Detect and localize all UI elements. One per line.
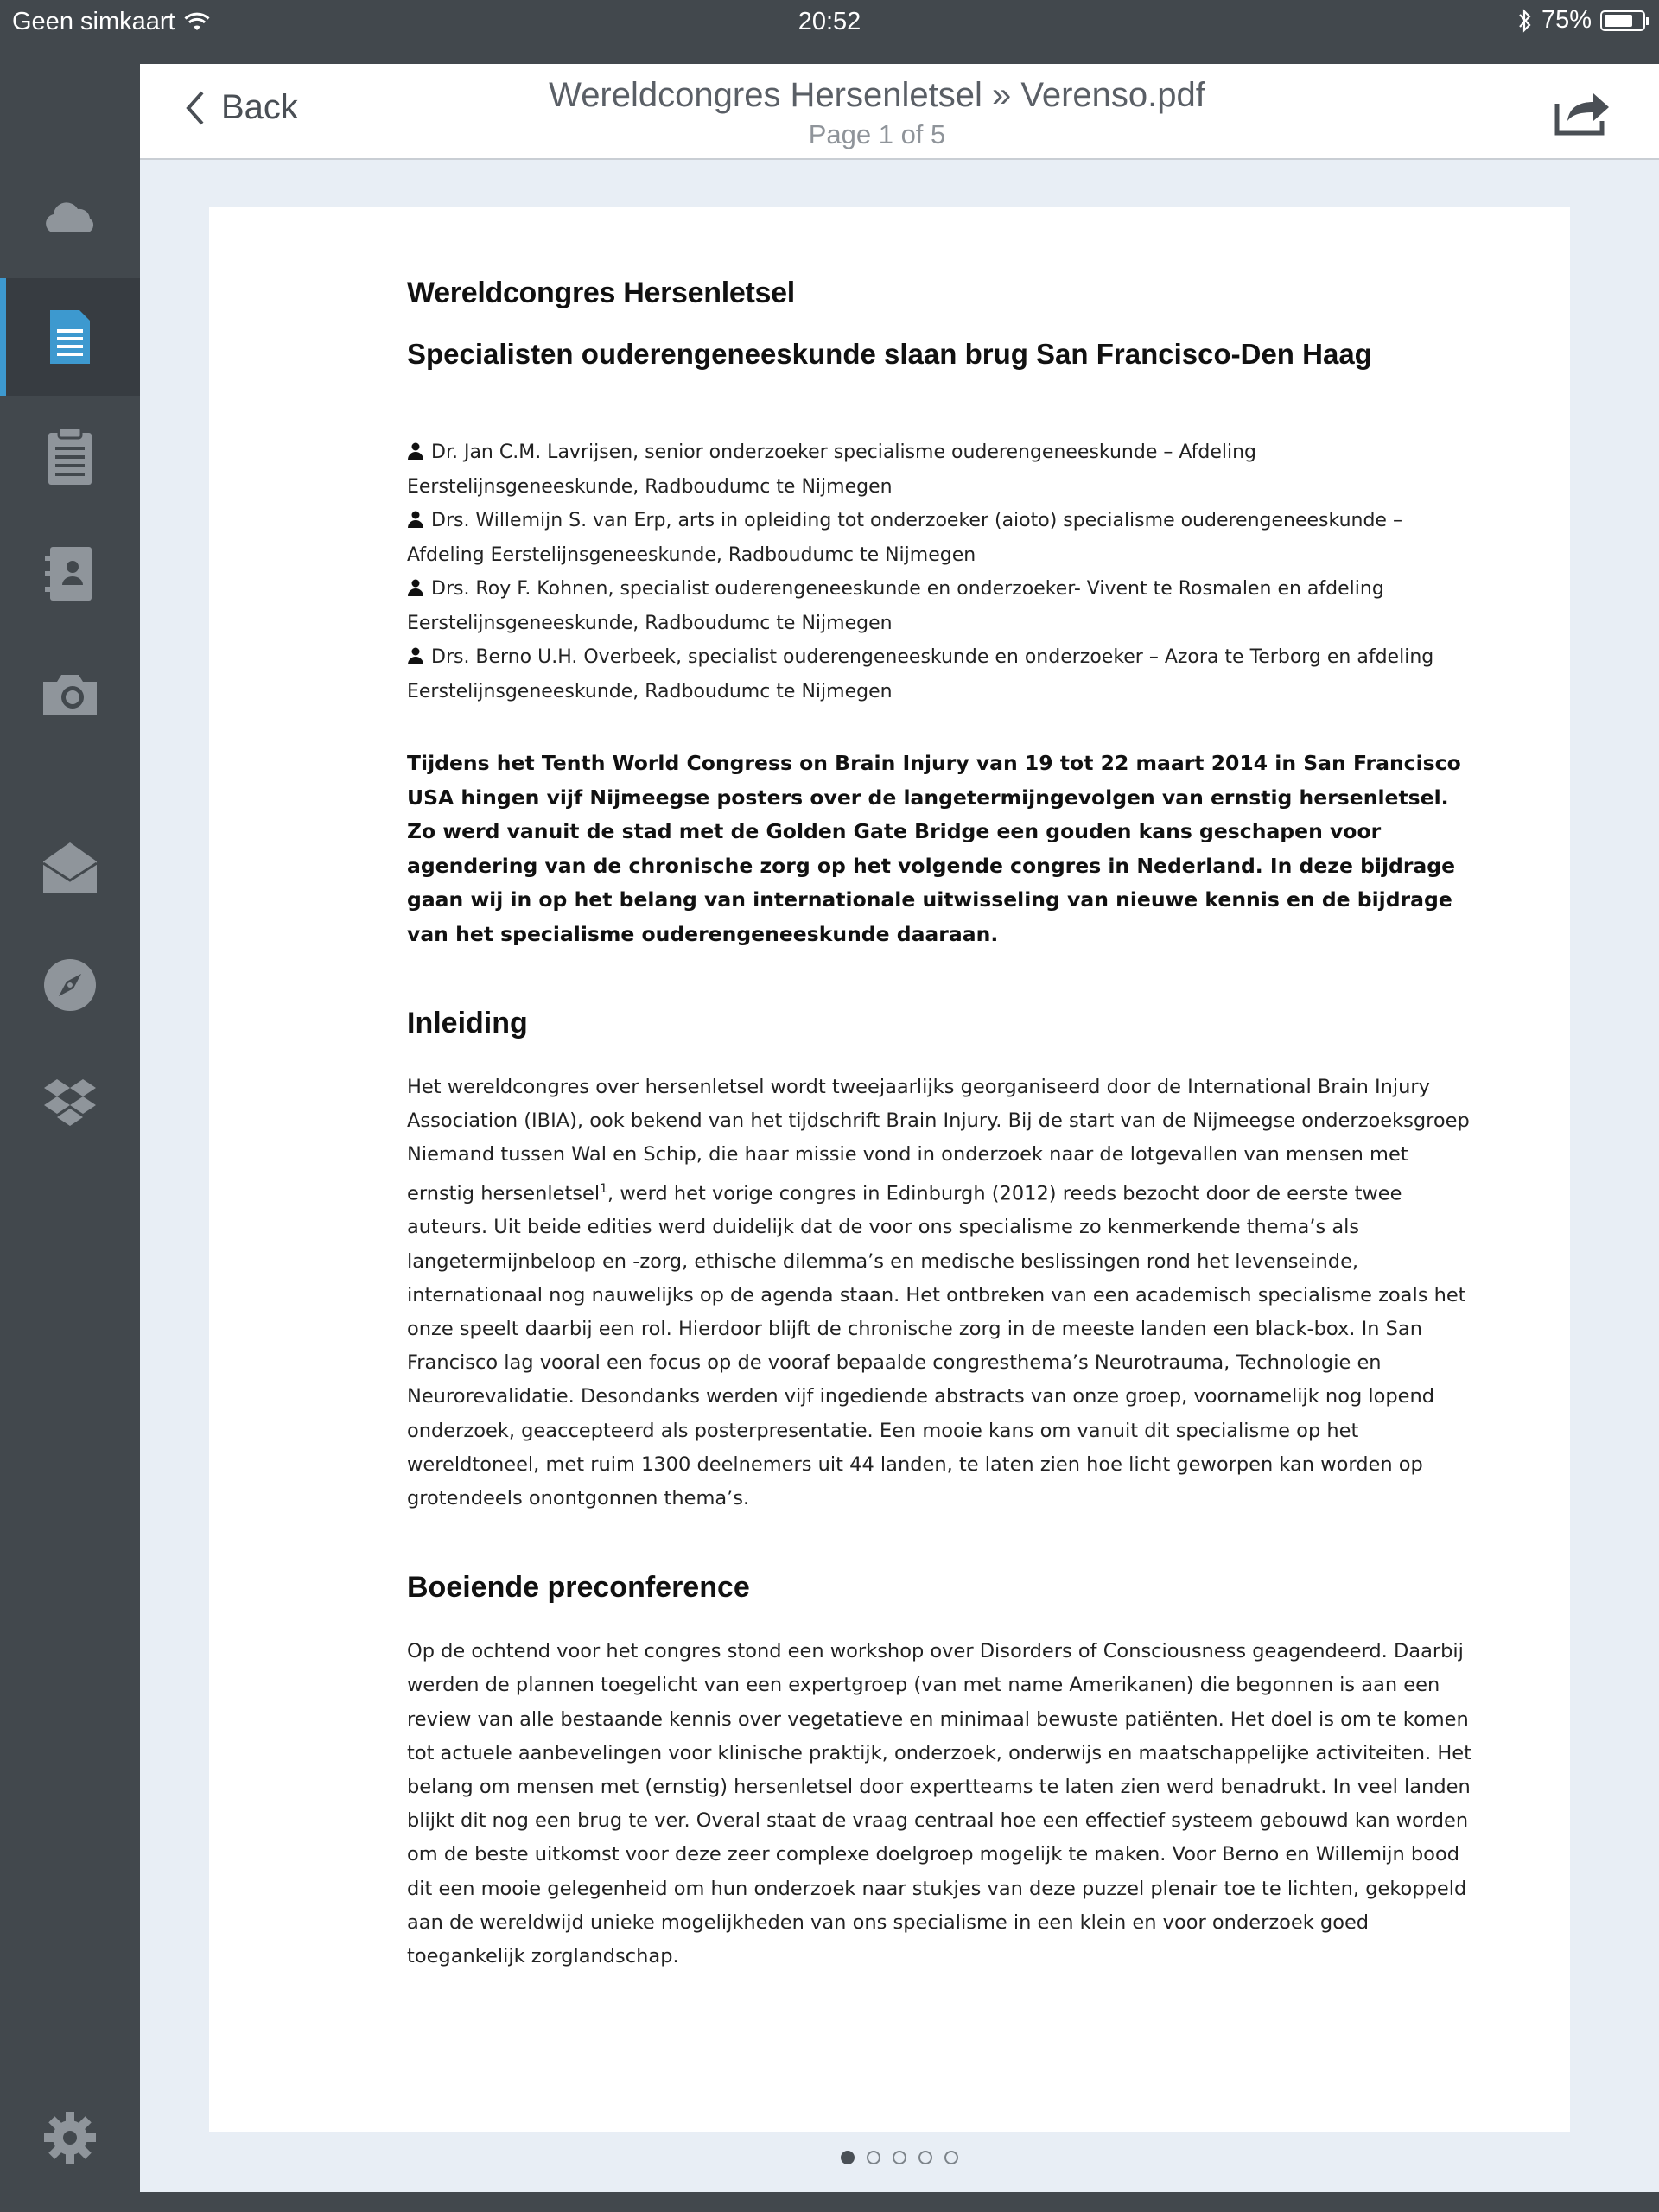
author-item [407, 572, 1478, 640]
sidebar-item-documents[interactable] [0, 278, 140, 396]
article-subtitle: Specialisten ouderengeneeskunde slaan brug San Francisco-Den Haag [407, 338, 1372, 370]
page-indicator: Page 1 of 5 [808, 119, 946, 149]
camera-icon [40, 663, 100, 723]
body-text-part: , werd het vorige congres in Edinburgh (2012) reeds bezocht door de eerste twee auteurs. Uit beide edities werd duidelijk dat de voor ons specialisme zo kenmerkende thema’s als langetermijnbeloop en -zorg, ethische dilemma’s en medische beslissingen rond het levenseinde, internationaal nog nauwelijks op de agenda staan. Het ontbreken van een academisch specialisme zoals het onze speelt daarbij een rol. Hierdoor blijft de chronische zorg in de meeste landen een black-box. In San Francisco lag vooral een focus op de vooraf bepaalde congresthema’s Neurotrauma, Technologie en Neurorevalidatie. Desondanks werden vijf ingediende abstracts van onze groep, voornamelijk nog lopend onderzoek, geaccepteerd als posterpresentatie. Een mooie kans om vanuit dit specialisme op het wereldtoneel, met ruim 1300 deelnemers uit 44 landen, te laten zien hoe licht geworpen kan worden op grotendeels onontgonnen thema’s. [407, 1182, 1466, 1510]
article-lead: Tijdens het Tenth World Congress on Brain Injury van 19 tot 22 maart 2014 in San Francisco USA hingen vijf Nijmeegse posters over de langetermijngevolgen van ernstig hersenletsel. Zo werd vanuit de stad met de Golden Gate Bridge een gouden kans geschapen voor agendering van de chronische zorg op het volgende congres in Nederland. In deze bijdrage gaan wij in op het belang van internationale uitwisseling van nieuwe kennis en de bijdrage van het specialisme ouderengeneeskunde daaraan. [407, 751, 1461, 946]
sidebar-item-dropbox[interactable] [0, 1044, 140, 1161]
author-text: Drs. Willemijn S. van Erp, arts in opleiding tot onderzoeker (aioto) specialisme ouderengeneeskunde – Afdeling Eerstelijnsgeneeskunde, Radboudumc te Nijmegen [407, 510, 1402, 566]
section-heading-preconference: Boeiende preconference [407, 1571, 750, 1605]
page-dot[interactable] [867, 2151, 880, 2164]
sidebar-item-browser[interactable] [0, 926, 140, 1044]
share-icon[interactable] [1554, 88, 1612, 137]
navigation-bar [140, 64, 1659, 160]
cloud-icon [40, 188, 100, 248]
person-icon [407, 511, 424, 528]
footnote-marker[interactable]: 1 [600, 1181, 608, 1196]
sidebar-item-settings[interactable] [0, 2079, 140, 2196]
compass-icon [40, 955, 100, 1015]
document-icon [40, 307, 100, 367]
sidebar-item-camera[interactable] [0, 634, 140, 752]
clock: 20:52 [798, 8, 861, 35]
sidebar-item-contacts[interactable] [0, 515, 140, 632]
sidebar-item-mail[interactable] [0, 809, 140, 926]
page-dot[interactable] [841, 2151, 855, 2164]
status-bar [0, 0, 1659, 47]
sidebar [0, 47, 140, 2212]
section-heading-inleiding: Inleiding [407, 1007, 528, 1039]
author-text: Drs. Berno U.H. Overbeek, specialist ouderengeneeskunde en onderzoeker – Azora te Terborg en afdeling Eerstelijnsgeneeskunde, Radboudumc te Nijmegen [407, 646, 1434, 702]
page-control[interactable] [140, 2151, 1659, 2164]
author-list [407, 435, 1478, 709]
section-body-inleiding [407, 1071, 1478, 1516]
article-title: Wereldcongres Hersenletsel [407, 276, 795, 309]
document-viewer [140, 64, 1659, 2192]
clipboard-icon [40, 426, 100, 486]
sidebar-item-clipboard[interactable] [0, 397, 140, 515]
page-dot[interactable] [893, 2151, 906, 2164]
author-text: Dr. Jan C.M. Lavrijsen, senior onderzoeker specialisme ouderengeneeskunde – Afdeling Eerstelijnsgeneeskunde, Radboudumc te Nijmegen [407, 442, 1257, 498]
carrier-label: Geen simkaart [12, 8, 175, 35]
body-text-part: Het wereldcongres over hersenletsel wordt tweejaarlijks georganiseerd door de International Brain Injury Association (IBIA), ook bekend van het tijdschrift Brain Injury. Bij de start van de Nijmeegse onderzoeksgroep Niemand tussen Wal en Schip, die haar missie vond in onderzoek naar de lotgevallen van mensen met ernstig hersenletsel [407, 1076, 1470, 1205]
page-dot[interactable] [918, 2151, 932, 2164]
battery-icon [1600, 10, 1645, 31]
dropbox-icon [40, 1072, 100, 1133]
page-dot[interactable] [944, 2151, 958, 2164]
mail-icon [40, 837, 100, 898]
pdf-page[interactable] [209, 207, 1570, 2132]
person-icon [407, 442, 424, 460]
person-icon [407, 579, 424, 596]
person-icon [407, 647, 424, 664]
sidebar-item-cloud[interactable] [0, 159, 140, 276]
pdf-content [407, 276, 1478, 1974]
contacts-icon [40, 543, 100, 604]
bluetooth-icon [1517, 8, 1533, 34]
battery-percent: 75% [1541, 6, 1592, 34]
author-item [407, 640, 1478, 709]
document-title: Wereldcongres Hersenletsel » Verenso.pdf [549, 76, 1205, 114]
section-body-preconference: Op de ochtend voor het congres stond een workshop over Disorders of Consciousness geagendeerd. Daarbij werden de plannen toegelicht van een expertgroep (van met name Amerikanen) die begonnen is aan een review van alle bestaande kennis over vegetatieve en minimaal bewuste patiënten. Het doel is om te komen tot actuele aanbevelingen voor klinische praktijk, onderzoek, onderwijs en maatschappelijke activiteiten. Het belang om mensen met (ernstig) hersenletsel door expertteams te laten zien werd benadrukt. In veel landen blijkt dit nog een brug te ver. Overal staat de vraag centraal hoe een effectief systeem gebouwd kan worden om de beste uitkomst voor deze zeer complexe doelgroep mogelijk te maken. Voor Berno en Willemijn bood dit een mooie gelegenheid om hun onderzoek naar stukjes van deze puzzel plenair toe te lichten, gekoppeld aan de wereldwijd unieke mogelijkheden van ons specialisme in een klein en voor onderzoek goed toegankelijk zorglandschap. [407, 1640, 1471, 1967]
author-item [407, 504, 1478, 572]
author-item [407, 435, 1478, 504]
author-text: Drs. Roy F. Kohnen, specialist ouderengeneeskunde en onderzoeker- Vivent te Rosmalen en afdeling Eerstelijnsgeneeskunde, Radboudumc te Nijmegen [407, 578, 1384, 634]
back-label: Back [221, 88, 298, 126]
gear-icon [40, 2107, 100, 2168]
battery-fill [1605, 15, 1632, 27]
